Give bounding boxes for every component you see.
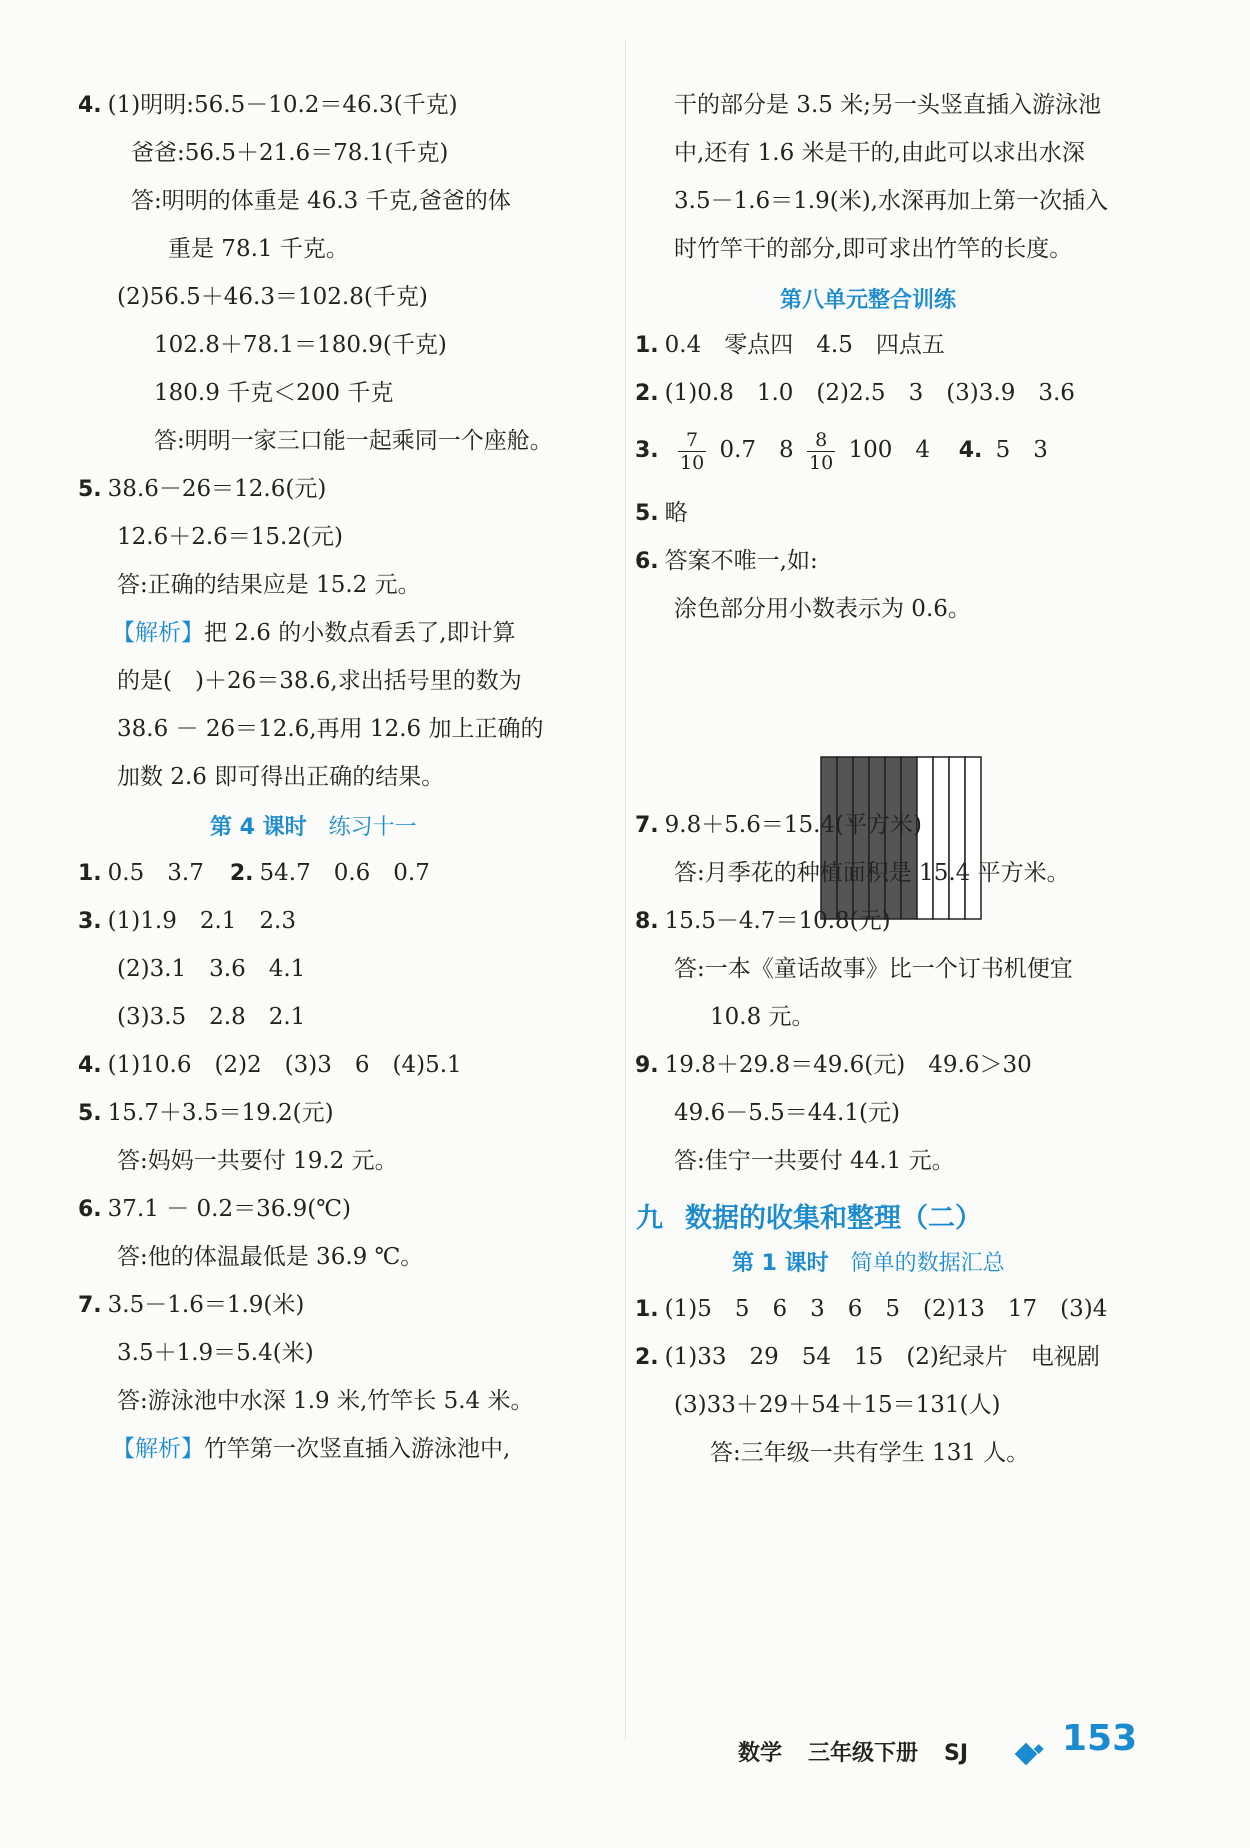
list-item: 7. 3.5－1.6＝1.9(米) [78,1292,305,1318]
list-item: 答:他的体温最低是 36.9 ℃。 [117,1244,424,1270]
diamond-icon [1015,1743,1038,1766]
fraction: $\frac{7}{10}$ [679,428,705,474]
list-item: (3)3.5 2.8 2.1 [117,1004,306,1030]
list-item: 答:三年级一共有学生 131 人。 [710,1440,1030,1466]
list-item: 答:妈妈一共要付 19.2 元。 [117,1148,398,1174]
list-item: (3)33＋29＋54＋15＝131(人) [674,1392,1001,1418]
list-item: 3. (1)1.9 2.1 2.3 [78,908,296,934]
footer-edition: SJ [944,1741,969,1766]
footer-subject: 数学 [738,1741,783,1766]
list-item: 102.8＋78.1＝180.9(千克) [154,332,447,358]
list-item: 1. 0.4 零点四 4.5 四点五 [635,332,945,358]
list-item: 2. (1)0.8 1.0 (2)2.5 3 (3)3.9 3.6 [635,380,1075,406]
list-item: 5. 略 [635,500,688,526]
list-item: 49.6－5.5＝44.1(元) [674,1100,900,1126]
list-item: 答:月季花的种植面积是 15.4 平方米。 [674,860,1070,886]
list-item: 1. (1)5 5 6 3 6 5 (2)13 17 (3)4 [635,1296,1108,1322]
list-item: 答:佳宁一共要付 44.1 元。 [674,1148,955,1174]
page-footer [738,1736,994,1767]
list-item: 180.9 千克＜200 千克 [154,380,394,406]
analysis-tag: 【解析】 [112,1436,204,1462]
column-divider [625,40,626,1740]
list-item: 重是 78.1 千克。 [168,236,349,262]
list-item: (2)56.5＋46.3＝102.8(千克) [117,284,428,310]
page-number: 153 [1062,1718,1138,1759]
list-item: 涂色部分用小数表示为 0.6。 [674,596,971,622]
list-item: 答:正确的结果应是 15.2 元。 [117,572,421,598]
list-item: 干的部分是 3.5 米;另一头竖直插入游泳池 [674,92,1101,118]
list-item: 加数 2.6 即可得出正确的结果。 [117,764,445,790]
footer-grade: 三年级下册 [808,1741,919,1766]
list-item: 答:游泳池中水深 1.9 米,竹竿长 5.4 米。 [117,1388,534,1414]
lesson-heading: 第 1 课时 简单的数据汇总 [732,1251,1005,1276]
list-item: 答:明明的体重是 46.3 千克,爸爸的体 [131,188,511,214]
list-item: 9. 19.8＋29.8＝49.6(元) 49.6＞30 [635,1052,1032,1078]
list-item: 6. 37.1 － 0.2＝36.9(℃) [78,1196,351,1222]
list-item: (2)3.1 3.6 4.1 [117,956,306,982]
fraction: $\frac{8}{10}$ [809,428,834,474]
list-item: 的是( )＋26＝38.6,求出括号里的数为 [117,668,522,694]
analysis-tag: 【解析】 [112,620,204,646]
analysis-line: 【解析】把 2.6 的小数点看丢了,即计算 [112,620,516,646]
list-item: 爸爸:56.5＋21.6＝78.1(千克) [131,140,449,166]
list-item: 3.5－1.6＝1.9(米),水深再加上第一次插入 [674,188,1108,214]
list-item: 4. (1)10.6 (2)2 (3)3 6 (4)5.1 [78,1052,462,1078]
list-item: 4. (1)明明:56.5－10.2＝46.3(千克) [78,92,458,118]
analysis-line: 【解析】竹竿第一次竖直插入游泳池中, [112,1436,511,1462]
list-item: 12.6＋2.6＝15.2(元) [117,524,343,550]
list-item: 答:明明一家三口能一起乘同一个座舱。 [154,428,553,454]
unshaded-strip [933,757,949,919]
unshaded-strip [949,757,965,919]
list-item: 7. 9.8＋5.6＝15.4(平方米) [635,812,922,838]
list-item: 3. $\frac{7}{10}$ 0.7 8 $\frac{8}{10}$ 100 4 4. 5 3 [635,428,1048,474]
list-item: 38.6 － 26＝12.6,再用 12.6 加上正确的 [117,716,544,742]
list-item: 5. 38.6－26＝12.6(元) [78,476,327,502]
list-item: 1. 0.5 3.7 2. 54.7 0.6 0.7 [78,860,430,886]
list-item: 时竹竿干的部分,即可求出竹竿的长度。 [674,236,1073,262]
list-item: 10.8 元。 [710,1004,815,1030]
list-item: 5. 15.7＋3.5＝19.2(元) [78,1100,334,1126]
list-item: 3.5＋1.9＝5.4(米) [117,1340,314,1366]
unit-heading: 第八单元整合训练 [780,288,957,313]
list-item: 2. (1)33 29 54 15 (2)纪录片 电视剧 [635,1344,1100,1370]
chapter-heading: 九 数据的收集和整理（二） [636,1203,982,1234]
list-item: 中,还有 1.6 米是干的,由此可以求出水深 [674,140,1085,166]
list-item: 8. 15.5－4.7＝10.8(元) [635,908,891,934]
list-item: 6. 答案不唯一,如: [635,548,818,574]
unshaded-strip [965,757,981,919]
list-item: 答:一本《童话故事》比一个订书机便宜 [674,956,1073,982]
lesson-heading: 第 4 课时 练习十一 [210,815,417,840]
